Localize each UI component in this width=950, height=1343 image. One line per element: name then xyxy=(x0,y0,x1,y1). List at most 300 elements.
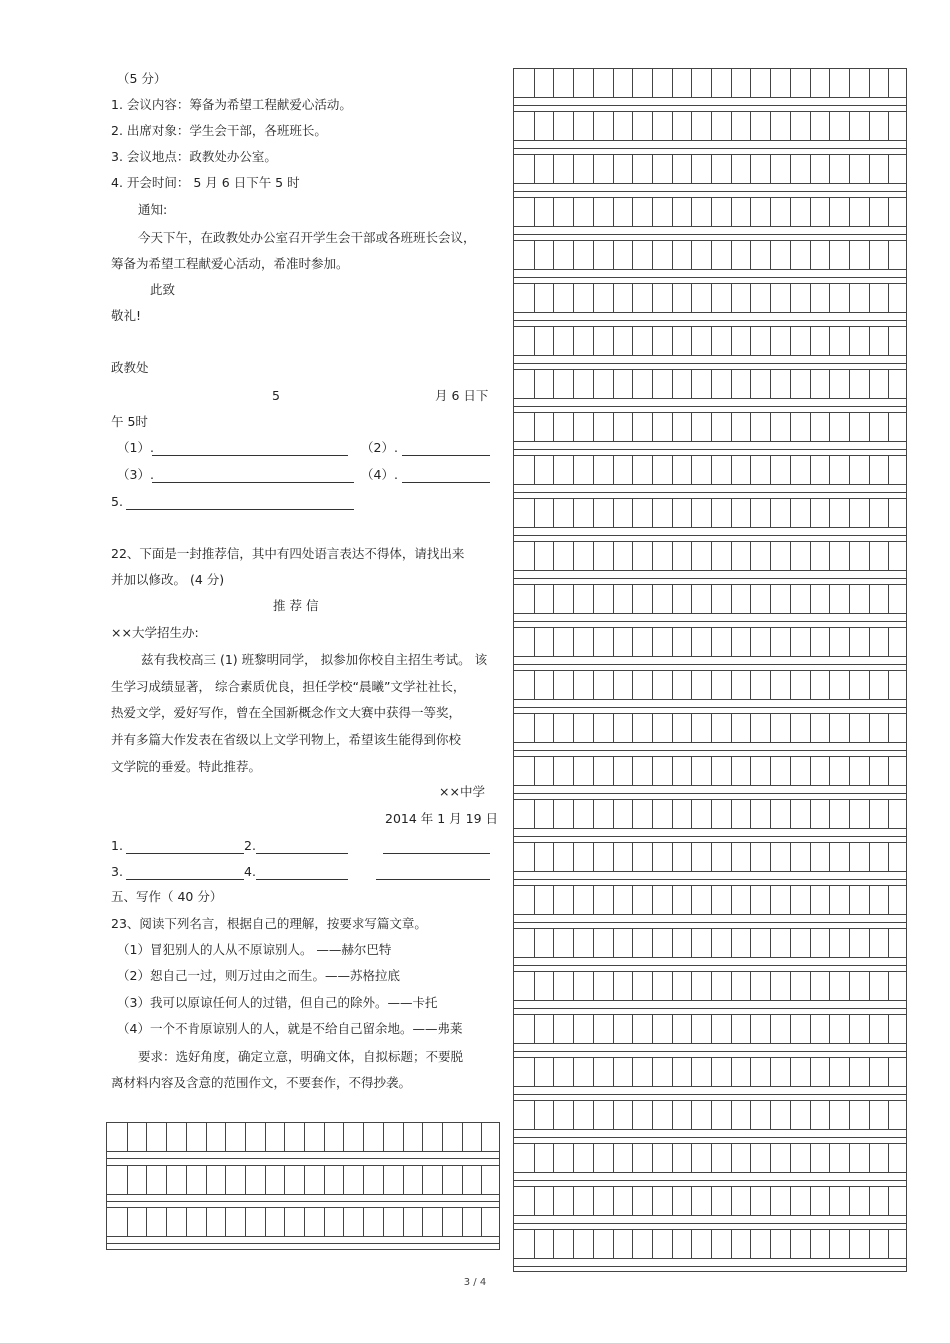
score-label: （5 分） xyxy=(117,71,167,86)
grid-cell-divider xyxy=(731,284,732,312)
grid-cell-divider xyxy=(888,843,889,871)
grid-cell-divider xyxy=(691,241,692,269)
grid-cell-divider xyxy=(573,671,574,699)
grid-cell-divider xyxy=(750,1058,751,1086)
grid-cell-divider xyxy=(770,542,771,570)
grid-cell-divider xyxy=(770,112,771,140)
grid-cell-divider xyxy=(652,1230,653,1258)
grid-cell-divider xyxy=(691,456,692,484)
grid-gap-line xyxy=(514,707,906,708)
grid-cell-divider xyxy=(534,671,535,699)
grid-cell-divider xyxy=(829,456,830,484)
grid-gap-line xyxy=(514,1223,906,1224)
grid-cell-divider xyxy=(770,1187,771,1215)
answer-label-3: 3. xyxy=(111,864,123,879)
grid-row[interactable] xyxy=(513,154,907,184)
grid-gap-line xyxy=(514,449,906,450)
grid-cell-divider xyxy=(810,542,811,570)
grid-cell-divider xyxy=(573,112,574,140)
grid-row[interactable] xyxy=(513,928,907,958)
grid-row[interactable] xyxy=(513,541,907,571)
grid-cell-divider xyxy=(770,585,771,613)
grid-cell-divider xyxy=(770,456,771,484)
grid-gap-line xyxy=(514,535,906,536)
grid-cell-divider xyxy=(206,1208,207,1236)
grid-cell-divider xyxy=(403,1208,404,1236)
signer: 政教处 xyxy=(111,360,149,375)
grid-cell-divider xyxy=(553,1230,554,1258)
grid-cell-divider xyxy=(790,714,791,742)
grid-cell-divider xyxy=(672,1101,673,1129)
q22-answer-blank-3[interactable] xyxy=(126,865,244,880)
grid-cell-divider xyxy=(186,1123,187,1151)
grid-cell-divider xyxy=(553,714,554,742)
grid-cell-divider xyxy=(731,1101,732,1129)
grid-cell-divider xyxy=(573,929,574,957)
grid-cell-divider xyxy=(711,1144,712,1172)
grid-row[interactable] xyxy=(513,584,907,614)
grid-row[interactable] xyxy=(513,111,907,141)
grid-cell-divider xyxy=(810,628,811,656)
grid-cell-divider xyxy=(652,370,653,398)
grid-cell-divider xyxy=(731,198,732,226)
grid-cell-divider xyxy=(790,800,791,828)
grid-cell-divider xyxy=(691,69,692,97)
grid-cell-divider xyxy=(810,413,811,441)
grid-row[interactable] xyxy=(513,713,907,743)
quote-1: （1）冒犯别人的人从不原谅别人。 ——赫尔巴特 xyxy=(117,942,392,957)
grid-cell-divider xyxy=(691,327,692,355)
grid-cell-divider xyxy=(711,327,712,355)
grid-cell-divider xyxy=(245,1208,246,1236)
grid-cell-divider xyxy=(573,1101,574,1129)
grid-cell-divider xyxy=(849,542,850,570)
grid-row[interactable] xyxy=(513,1143,907,1173)
grid-cell-divider xyxy=(829,800,830,828)
grid-cell-divider xyxy=(691,1144,692,1172)
grid-cell-divider xyxy=(593,542,594,570)
grid-row[interactable] xyxy=(513,240,907,270)
grid-cell-divider xyxy=(534,757,535,785)
grid-cell-divider xyxy=(613,972,614,1000)
grid-cell-divider xyxy=(770,198,771,226)
grid-gap xyxy=(513,528,907,541)
grid-cell-divider xyxy=(829,1144,830,1172)
grid-cell-divider xyxy=(711,1015,712,1043)
grid-row[interactable] xyxy=(106,1207,500,1237)
grid-cell-divider xyxy=(829,69,830,97)
grid-cell-divider xyxy=(593,843,594,871)
grid-cell-divider xyxy=(829,929,830,957)
quote-2: （2）恕自己一过，则万过由之而生。——苏格拉底 xyxy=(117,968,400,983)
grid-cell-divider xyxy=(383,1208,384,1236)
grid-cell-divider xyxy=(632,671,633,699)
grid-cell-divider xyxy=(829,585,830,613)
grid-cell-divider xyxy=(672,69,673,97)
grid-cell-divider xyxy=(711,843,712,871)
answer-blank-2[interactable] xyxy=(402,441,490,456)
answer-blank-4[interactable] xyxy=(402,468,490,483)
grid-cell-divider xyxy=(573,1015,574,1043)
grid-cell-divider xyxy=(888,198,889,226)
grid-cell-divider xyxy=(553,155,554,183)
grid-cell-divider xyxy=(869,843,870,871)
grid-cell-divider xyxy=(790,843,791,871)
grid-row[interactable] xyxy=(513,1229,907,1259)
grid-row[interactable] xyxy=(513,627,907,657)
grid-row[interactable] xyxy=(513,756,907,786)
grid-cell-divider xyxy=(770,327,771,355)
grid-cell-divider xyxy=(770,972,771,1000)
grid-cell-divider xyxy=(573,370,574,398)
grid-gap xyxy=(513,442,907,455)
grid-cell-divider xyxy=(849,112,850,140)
grid-cell-divider xyxy=(829,886,830,914)
grid-cell-divider xyxy=(573,327,574,355)
grid-cell-divider xyxy=(225,1166,226,1194)
grid-cell-divider xyxy=(652,671,653,699)
grid-cell-divider xyxy=(750,628,751,656)
grid-cell-divider xyxy=(553,456,554,484)
grid-row[interactable] xyxy=(513,799,907,829)
grid-cell-divider xyxy=(849,1187,850,1215)
grid-cell-divider xyxy=(770,499,771,527)
grid-cell-divider xyxy=(632,585,633,613)
grid-cell-divider xyxy=(691,972,692,1000)
page-number: 3 / 4 xyxy=(463,1277,487,1288)
meeting-item-4: 4. 开会时间： 5 月 6 日下午 5 时 xyxy=(111,175,300,190)
grid-gap-line xyxy=(514,105,906,106)
grid-cell-divider xyxy=(888,456,889,484)
grid-cell-divider xyxy=(534,714,535,742)
grid-cell-divider xyxy=(888,714,889,742)
grid-cell-divider xyxy=(750,1230,751,1258)
grid-cell-divider xyxy=(711,671,712,699)
grid-cell-divider xyxy=(613,585,614,613)
grid-cell-divider xyxy=(284,1208,285,1236)
grid-cell-divider xyxy=(593,1015,594,1043)
grid-row[interactable] xyxy=(513,412,907,442)
grid-cell-divider xyxy=(186,1166,187,1194)
grid-cell-divider xyxy=(265,1123,266,1151)
grid-cell-divider xyxy=(691,886,692,914)
grid-cell-divider xyxy=(888,929,889,957)
grid-cell-divider xyxy=(750,1144,751,1172)
grid-gap-line xyxy=(514,406,906,407)
grid-cell-divider xyxy=(652,757,653,785)
answer-blank-1[interactable] xyxy=(152,441,348,456)
q22-answer-blank-4b[interactable] xyxy=(376,865,490,880)
grid-cell-divider xyxy=(770,628,771,656)
grid-cell-divider xyxy=(652,972,653,1000)
grid-cell-divider xyxy=(790,1144,791,1172)
grid-cell-divider xyxy=(632,499,633,527)
grid-cell-divider xyxy=(613,671,614,699)
grid-gap-line xyxy=(514,363,906,364)
grid-row[interactable] xyxy=(513,670,907,700)
grid-row[interactable] xyxy=(106,1122,500,1152)
grid-cell-divider xyxy=(422,1208,423,1236)
grid-cell-divider xyxy=(888,972,889,1000)
grid-cell-divider xyxy=(672,671,673,699)
grid-cell-divider xyxy=(672,542,673,570)
grid-cell-divider xyxy=(849,929,850,957)
grid-cell-divider xyxy=(672,929,673,957)
answer-label-2: 2. xyxy=(244,838,256,853)
grid-cell-divider xyxy=(613,843,614,871)
grid-cell-divider xyxy=(146,1208,147,1236)
grid-cell-divider xyxy=(750,929,751,957)
grid-cell-divider xyxy=(613,1015,614,1043)
grid-row[interactable] xyxy=(513,971,907,1001)
grid-cell-divider xyxy=(888,327,889,355)
grid-gap xyxy=(513,1216,907,1229)
grid-cell-divider xyxy=(613,542,614,570)
grid-cell-divider xyxy=(632,714,633,742)
grid-cell-divider xyxy=(869,585,870,613)
grid-cell-divider xyxy=(790,413,791,441)
grid-row[interactable] xyxy=(106,1165,500,1195)
grid-cell-divider xyxy=(632,542,633,570)
grid-cell-divider xyxy=(711,155,712,183)
grid-gap-line xyxy=(514,234,906,235)
grid-row[interactable] xyxy=(513,1100,907,1130)
grid-cell-divider xyxy=(613,370,614,398)
grid-cell-divider xyxy=(534,972,535,1000)
grid-row[interactable] xyxy=(513,498,907,528)
grid-cell-divider xyxy=(869,499,870,527)
grid-cell-divider xyxy=(869,370,870,398)
grid-row[interactable] xyxy=(513,842,907,872)
grid-cell-divider xyxy=(672,585,673,613)
grid-cell-divider xyxy=(888,800,889,828)
grid-cell-divider xyxy=(770,1015,771,1043)
grid-cell-divider xyxy=(849,1230,850,1258)
grid-cell-divider xyxy=(869,241,870,269)
grid-cell-divider xyxy=(790,241,791,269)
grid-cell-divider xyxy=(810,1230,811,1258)
grid-cell-divider xyxy=(613,456,614,484)
grid-cell-divider xyxy=(613,1144,614,1172)
grid-cell-divider xyxy=(691,1101,692,1129)
grid-gap xyxy=(513,786,907,799)
grid-cell-divider xyxy=(534,843,535,871)
grid-cell-divider xyxy=(593,1058,594,1086)
grid-cell-divider xyxy=(166,1166,167,1194)
grid-cell-divider xyxy=(613,69,614,97)
answer-blank-5[interactable] xyxy=(126,495,354,510)
grid-cell-divider xyxy=(790,284,791,312)
grid-cell-divider xyxy=(731,155,732,183)
grid-cell-divider xyxy=(553,542,554,570)
grid-cell-divider xyxy=(829,1058,830,1086)
letter-salutation: ××大学招生办: xyxy=(111,625,199,640)
grid-cell-divider xyxy=(573,585,574,613)
grid-cell-divider xyxy=(731,112,732,140)
grid-cell-divider xyxy=(810,241,811,269)
grid-cell-divider xyxy=(790,757,791,785)
grid-gap-line xyxy=(514,1137,906,1138)
answer-blank-3[interactable] xyxy=(152,468,354,483)
grid-cell-divider xyxy=(632,370,633,398)
grid-cell-divider xyxy=(632,1101,633,1129)
grid-cell-divider xyxy=(750,413,751,441)
grid-cell-divider xyxy=(750,843,751,871)
grid-cell-divider xyxy=(810,327,811,355)
grid-cell-divider xyxy=(593,585,594,613)
grid-cell-divider xyxy=(632,413,633,441)
grid-row[interactable] xyxy=(513,369,907,399)
grid-cell-divider xyxy=(553,1144,554,1172)
grid-row[interactable] xyxy=(513,68,907,98)
grid-cell-divider xyxy=(849,69,850,97)
grid-cell-divider xyxy=(672,972,673,1000)
grid-cell-divider xyxy=(652,112,653,140)
notice-body-line-2: 筹备为希望工程献爱心活动，希准时参加。 xyxy=(111,256,349,271)
grid-cell-divider xyxy=(770,1058,771,1086)
grid-cell-divider xyxy=(731,69,732,97)
grid-cell-divider xyxy=(849,370,850,398)
grid-cell-divider xyxy=(363,1208,364,1236)
grid-cell-divider xyxy=(593,284,594,312)
grid-cell-divider xyxy=(849,1058,850,1086)
grid-cell-divider xyxy=(849,800,850,828)
grid-cell-divider xyxy=(770,757,771,785)
grid-row[interactable] xyxy=(513,455,907,485)
grid-cell-divider xyxy=(632,327,633,355)
grid-cell-divider xyxy=(869,886,870,914)
grid-cell-divider xyxy=(869,413,870,441)
grid-cell-divider xyxy=(750,499,751,527)
grid-row[interactable] xyxy=(513,197,907,227)
grid-gap-line xyxy=(514,1008,906,1009)
grid-cell-divider xyxy=(553,886,554,914)
grid-cell-divider xyxy=(573,241,574,269)
grid-cell-divider xyxy=(652,714,653,742)
grid-gap-line xyxy=(514,965,906,966)
grid-cell-divider xyxy=(573,800,574,828)
grid-cell-divider xyxy=(869,628,870,656)
grid-row[interactable] xyxy=(513,283,907,313)
grid-cell-divider xyxy=(553,499,554,527)
grid-cell-divider xyxy=(711,1058,712,1086)
grid-gap-line xyxy=(107,1201,499,1202)
grid-cell-divider xyxy=(790,327,791,355)
grid-cell-divider xyxy=(593,69,594,97)
q22-answer-blank-1[interactable] xyxy=(126,839,244,854)
grid-cell-divider xyxy=(711,456,712,484)
grid-cell-divider xyxy=(573,1058,574,1086)
grid-cell-divider xyxy=(672,886,673,914)
grid-cell-divider xyxy=(829,628,830,656)
grid-cell-divider xyxy=(869,671,870,699)
grid-cell-divider xyxy=(750,714,751,742)
grid-cell-divider xyxy=(672,628,673,656)
grid-cell-divider xyxy=(731,671,732,699)
grid-cell-divider xyxy=(206,1166,207,1194)
grid-cell-divider xyxy=(869,456,870,484)
answer-label-4: 4. xyxy=(244,864,256,879)
grid-cell-divider xyxy=(691,284,692,312)
composition-grid-left[interactable] xyxy=(106,1122,500,1250)
grid-cell-divider xyxy=(672,714,673,742)
grid-cell-divider xyxy=(534,1144,535,1172)
grid-row[interactable] xyxy=(513,1186,907,1216)
grid-cell-divider xyxy=(613,327,614,355)
grid-cell-divider xyxy=(869,542,870,570)
grid-cell-divider xyxy=(829,972,830,1000)
grid-row[interactable] xyxy=(513,1014,907,1044)
letter-date: 2014 年 1 月 19 日 xyxy=(385,811,499,826)
grid-cell-divider xyxy=(869,112,870,140)
grid-cell-divider xyxy=(534,413,535,441)
grid-row[interactable] xyxy=(513,1057,907,1087)
q22-answer-blank-4[interactable] xyxy=(256,865,348,880)
grid-cell-divider xyxy=(790,972,791,1000)
grid-cell-divider xyxy=(810,1187,811,1215)
meeting-item-2: 2. 出席对象：学生会干部，各班班长。 xyxy=(111,123,327,138)
grid-cell-divider xyxy=(553,1187,554,1215)
grid-row[interactable] xyxy=(513,326,907,356)
grid-gap xyxy=(513,915,907,928)
grid-cell-divider xyxy=(750,800,751,828)
q22-answer-blank-2[interactable] xyxy=(256,839,348,854)
grid-cell-divider xyxy=(750,542,751,570)
q22-answer-blank-2b[interactable] xyxy=(383,839,490,854)
grid-gap-line xyxy=(514,664,906,665)
grid-cell-divider xyxy=(849,241,850,269)
grid-cell-divider xyxy=(166,1208,167,1236)
composition-grid-right[interactable] xyxy=(513,68,907,1272)
grid-cell-divider xyxy=(829,327,830,355)
grid-cell-divider xyxy=(691,155,692,183)
grid-row[interactable] xyxy=(513,885,907,915)
grid-cell-divider xyxy=(613,714,614,742)
grid-cell-divider xyxy=(711,800,712,828)
grid-cell-divider xyxy=(573,499,574,527)
grid-cell-divider xyxy=(829,499,830,527)
grid-cell-divider xyxy=(790,929,791,957)
grid-cell-divider xyxy=(869,284,870,312)
grid-cell-divider xyxy=(711,714,712,742)
grid-cell-divider xyxy=(810,456,811,484)
grid-cell-divider xyxy=(534,542,535,570)
grid-cell-divider xyxy=(869,327,870,355)
grid-cell-divider xyxy=(672,757,673,785)
grid-cell-divider xyxy=(593,241,594,269)
closing-1: 此致 xyxy=(150,282,176,297)
grid-cell-divider xyxy=(691,1187,692,1215)
grid-cell-divider xyxy=(553,284,554,312)
grid-cell-divider xyxy=(613,1230,614,1258)
grid-cell-divider xyxy=(573,413,574,441)
grid-cell-divider xyxy=(632,1187,633,1215)
grid-cell-divider xyxy=(829,370,830,398)
grid-cell-divider xyxy=(632,757,633,785)
grid-cell-divider xyxy=(790,198,791,226)
grid-cell-divider xyxy=(481,1123,482,1151)
grid-cell-divider xyxy=(672,1187,673,1215)
grid-cell-divider xyxy=(632,1230,633,1258)
grid-cell-divider xyxy=(888,542,889,570)
grid-cell-divider xyxy=(613,284,614,312)
grid-cell-divider xyxy=(127,1166,128,1194)
grid-cell-divider xyxy=(790,1058,791,1086)
grid-cell-divider xyxy=(869,972,870,1000)
grid-cell-divider xyxy=(810,499,811,527)
letter-body-1: 兹有我校高三 (1) 班黎明同学， 拟参加你校自主招生考试。 该 xyxy=(141,652,488,667)
grid-cell-divider xyxy=(770,843,771,871)
